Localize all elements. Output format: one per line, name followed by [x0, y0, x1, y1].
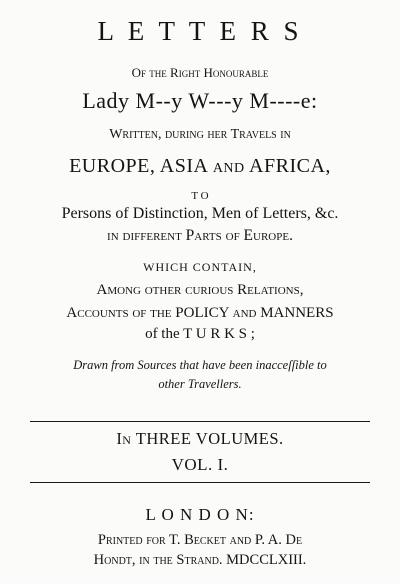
written-during-travels: Written, during her Travels in [109, 127, 291, 142]
other-travellers: other Travellers. [158, 377, 242, 391]
in-different-parts: in different Parts of Europe. [107, 227, 293, 244]
rule-top [30, 421, 370, 422]
author-name: Lady M--y W---y M----e: [82, 88, 318, 113]
title: L E T T E R S [97, 16, 303, 46]
line-of-the-right-honourable: Of the Right Honourable [131, 65, 269, 80]
places-europe-asia-africa: EUROPE, ASIA and AFRICA, [69, 155, 331, 177]
of-the-turks: of the T U R K S ; [145, 326, 255, 342]
accounts-of-policy: Accounts of the POLICY and MANNERS [66, 305, 334, 321]
drawn-from-sources: Drawn from Sources that have been inacceſſible to [73, 358, 327, 372]
london: L O N D O N: [145, 505, 255, 524]
to-label: T O [191, 190, 209, 202]
printed-for: Printed for T. Becket and P. A. De [97, 532, 303, 548]
which-contain: WHICH CONTAIN, [143, 260, 257, 274]
persons-of-distinction: Persons of Distinction, Men of Letters, &c. [61, 205, 339, 222]
among-other-relations: Among other curious Relations, [96, 282, 304, 298]
in-three-volumes: In THREE VOLUMES. [116, 429, 284, 448]
hondt-in-the-strand: Hondt, in the Strand. MDCCLXIII. [93, 552, 307, 568]
rule-bottom [30, 482, 370, 483]
volume-number: VOL. I. [171, 455, 229, 474]
